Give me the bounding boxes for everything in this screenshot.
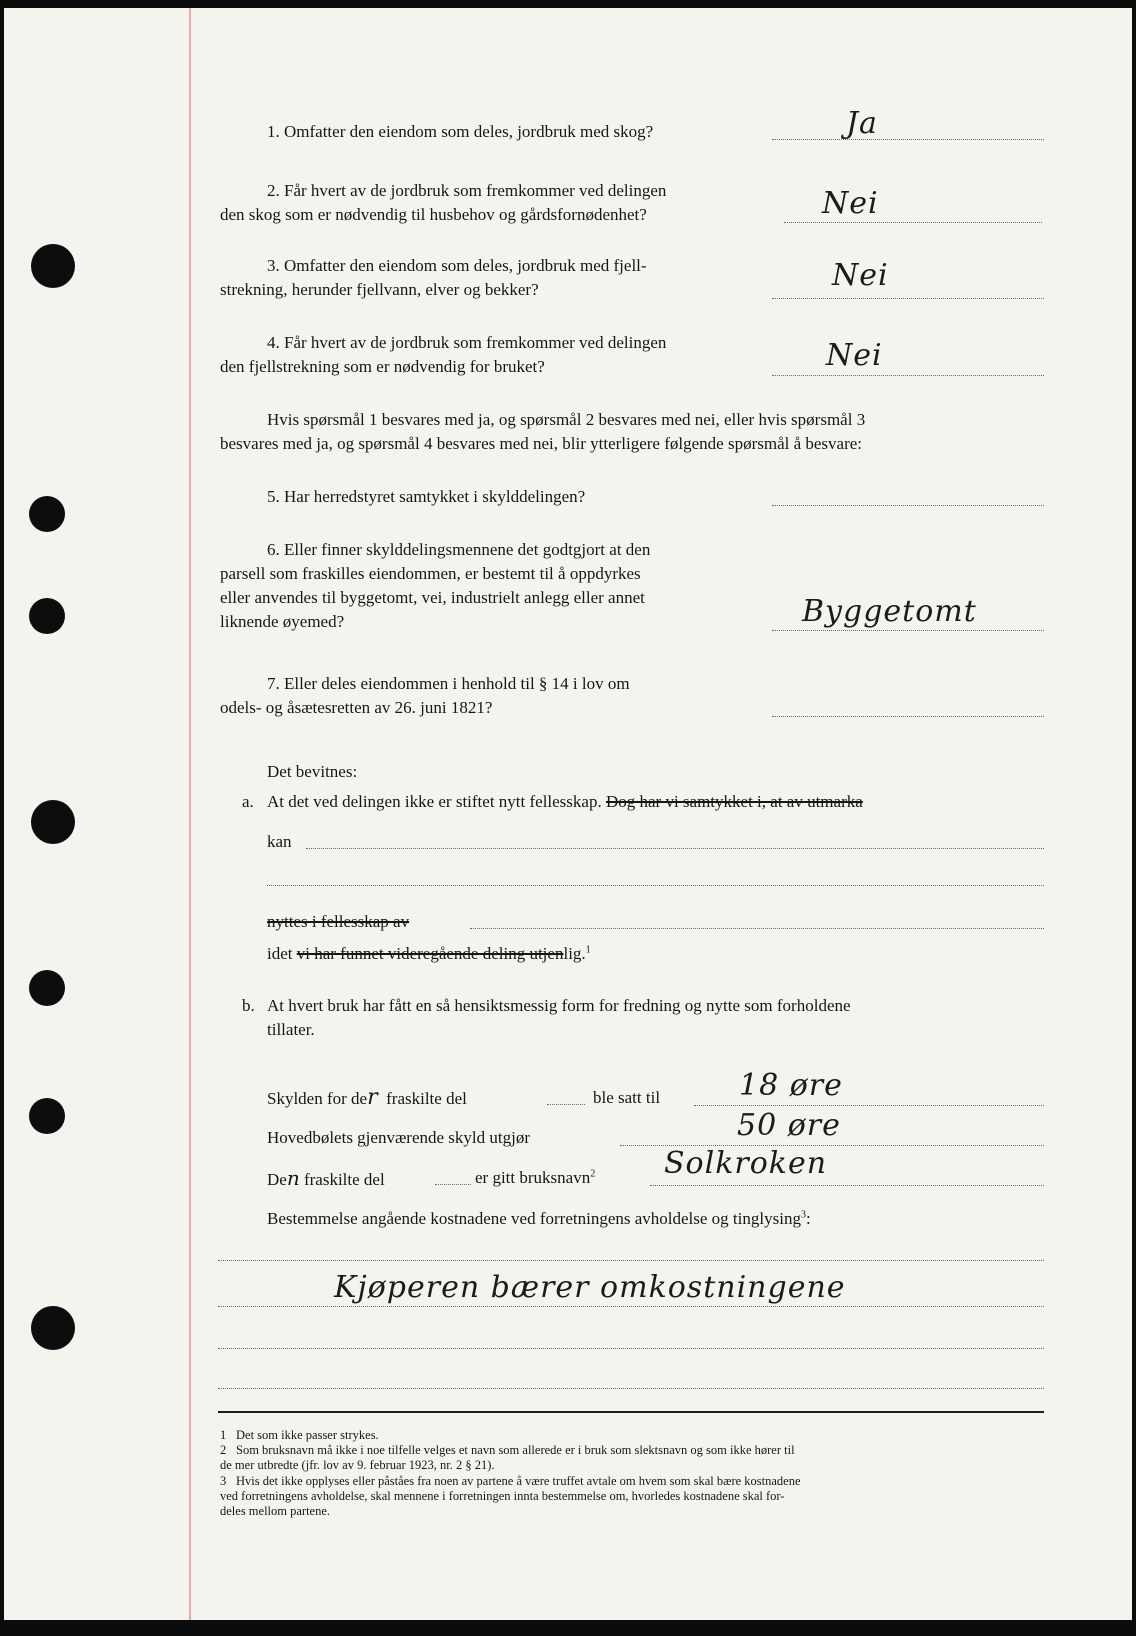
answer-line-1 (772, 139, 1044, 140)
cost-line-4 (218, 1388, 1044, 1389)
footnote-1 (220, 1428, 379, 1444)
question-2-line-1: 2. Får hvert av de jordbruk som fremkommer ved delingen (267, 181, 667, 200)
footnote-2-text-1: Som bruksnavn må ikke i noe tilfelle velges et navn som allerede er i bruk som slektsnavn og som ikke hører til (236, 1443, 795, 1457)
footnote-3-number: 3 (220, 1474, 227, 1488)
answer-3: Nei (832, 258, 889, 293)
cost-value: Kjøperen bærer omkostningene (334, 1270, 846, 1305)
answer-line-4 (772, 375, 1044, 376)
answer-line-5 (772, 505, 1044, 506)
attest-a-struck: Dog har vi samtykket i, at av utmarka (605, 792, 863, 811)
idet-line (267, 942, 591, 966)
skyld-l3-b: fraskilte del (303, 1170, 385, 1189)
blank-line (267, 885, 1044, 886)
question-2-line-2: den skog som er nødvendig til husbehov og gårdsfornødenhet? (220, 205, 647, 224)
question-6-line-4: liknende øyemed? (220, 612, 345, 631)
nyttes-line (470, 928, 1044, 929)
skyld-label-a: Skylden for de (267, 1089, 368, 1108)
punch-hole (29, 598, 65, 634)
attest-a-label: a. (242, 792, 254, 811)
footnote-2 (220, 1443, 795, 1459)
footnote-ref-1: 1 (585, 944, 591, 956)
attest-b-line-2: tillater. (267, 1020, 315, 1039)
answer-line-3 (772, 298, 1044, 299)
skyld-line-1-fill (694, 1105, 1044, 1106)
footnote-3-text-2: ved forretningens avholdelse, skal mennene i forretningen innta bestemmelse om, hvorledes kostnadene skal for- (220, 1489, 785, 1503)
question-6-line-2: parsell som fraskilles eiendommen, er bestemt til å oppdyrkes (220, 564, 641, 583)
skyld-dots-1 (547, 1104, 585, 1105)
skyld-line-3-fill (650, 1185, 1044, 1186)
footnote-ref-2: 2 (590, 1168, 596, 1180)
punch-hole (29, 1098, 65, 1134)
idet-end: lig. (563, 944, 586, 963)
margin-line (189, 8, 191, 1620)
cost-line-1 (218, 1260, 1044, 1261)
punch-hole (29, 970, 65, 1006)
attest-heading: Det bevitnes: (267, 762, 358, 781)
footnote-1-number: 1 (220, 1428, 227, 1442)
answer-2: Nei (822, 186, 879, 221)
answer-6: Byggetomt (802, 594, 977, 629)
question-5: 5. Har herredstyret samtykket i skylddelingen? (267, 487, 586, 506)
idet-struck: vi har funnet videregående deling utjen (296, 944, 564, 963)
footnote-rule (218, 1411, 1044, 1413)
skyld-l3-a: De (267, 1170, 287, 1189)
attest-b-label: b. (242, 996, 255, 1015)
question-3-line-2: strekning, herunder fjellvann, elver og bekker? (220, 280, 539, 299)
question-1: 1. Omfatter den eiendom som deles, jordbruk med skog? (267, 122, 654, 141)
punch-hole (31, 1306, 75, 1350)
cost-line-2 (218, 1306, 1044, 1307)
question-4-line-2: den fjellstrekning som er nødvendig for bruket? (220, 357, 545, 376)
answer-line-2 (784, 222, 1042, 223)
attest-b-line-1: At hvert bruk har fått en så hensiktsmessig form for fredning og nytte som forholdene (267, 996, 851, 1015)
idet-plain: idet (267, 944, 293, 963)
footnote-3-text-3: deles mellom partene. (220, 1504, 331, 1518)
skyld-line-3-c (475, 1166, 595, 1190)
nyttes-label: nyttes i fellesskap av (267, 912, 410, 931)
skyld-mark: r (367, 1085, 378, 1110)
answer-4: Nei (826, 338, 883, 373)
punch-hole (31, 244, 75, 288)
condition-line-1: Hvis spørsmål 1 besvares med ja, og spørsmål 2 besvares med nei, eller hvis spørsmål 3 (267, 410, 866, 429)
punch-hole (31, 800, 75, 844)
skyld-dots-3 (435, 1184, 471, 1185)
cost-heading (267, 1207, 811, 1231)
attest-a-main: At det ved delingen ikke er stiftet nytt fellesskap. (267, 792, 602, 811)
attest-a-text (267, 790, 863, 814)
skyld-l3-mark: n (286, 1166, 300, 1190)
punch-hole (29, 496, 65, 532)
question-6-line-1: 6. Eller finner skylddelingsmennene det godtgjort at den (267, 540, 651, 559)
skyld-l3-c: er gitt bruksnavn (475, 1168, 591, 1187)
skyld-value-2: 50 øre (737, 1108, 841, 1143)
question-3-line-1: 3. Omfatter den eiendom som deles, jordbruk med fjell- (267, 256, 647, 275)
skyld-line-1 (267, 1086, 467, 1111)
kan-line (306, 848, 1044, 849)
skyld-line-2: Hovedbølets gjenværende skyld utgjør (267, 1128, 530, 1147)
skyld-line-3 (267, 1166, 385, 1192)
skyld-value-3: Solkroken (664, 1146, 828, 1181)
skyld-value-1: 18 øre (739, 1068, 843, 1103)
question-7-line-2: odels- og åsætesretten av 26. juni 1821? (220, 698, 493, 717)
footnote-3-text-1: Hvis det ikke opplyses eller påståes fra noen av partene å være truffet avtale om hvem som skal bære kostnadene (236, 1474, 801, 1488)
cost-label: Bestemmelse angående kostnadene ved forretningens avholdelse og tinglysing (267, 1209, 801, 1228)
answer-line-7 (772, 716, 1044, 717)
document-page (4, 8, 1132, 1620)
condition-line-2: besvares med ja, og spørsmål 4 besvares med nei, blir ytterligere følgende spørsmål å besvare: (220, 434, 863, 453)
answer-1: Ja (846, 106, 878, 141)
footnote-ref-3: 3 (800, 1209, 806, 1221)
question-7-line-1: 7. Eller deles eiendommen i henhold til § 14 i lov om (267, 674, 630, 693)
answer-line-6 (772, 630, 1044, 631)
footnote-2-text-2: de mer utbredte (jfr. lov av 9. februar 1923, nr. 2 § 21). (220, 1458, 495, 1472)
question-4-line-1: 4. Får hvert av de jordbruk som fremkommer ved delingen (267, 333, 667, 352)
question-6-line-3: eller anvendes til byggetomt, vei, industrielt anlegg eller annet (220, 588, 645, 607)
footnote-3 (220, 1474, 801, 1490)
cost-line-3 (218, 1348, 1044, 1349)
skyld-label-b: fraskilte del (386, 1089, 467, 1108)
skyld-label-c: ble satt til (593, 1088, 661, 1107)
kan-label: kan (267, 832, 292, 851)
footnote-1-text: Det som ikke passer strykes. (236, 1428, 379, 1442)
cost-colon: : (805, 1209, 811, 1228)
footnote-2-number: 2 (220, 1443, 227, 1457)
